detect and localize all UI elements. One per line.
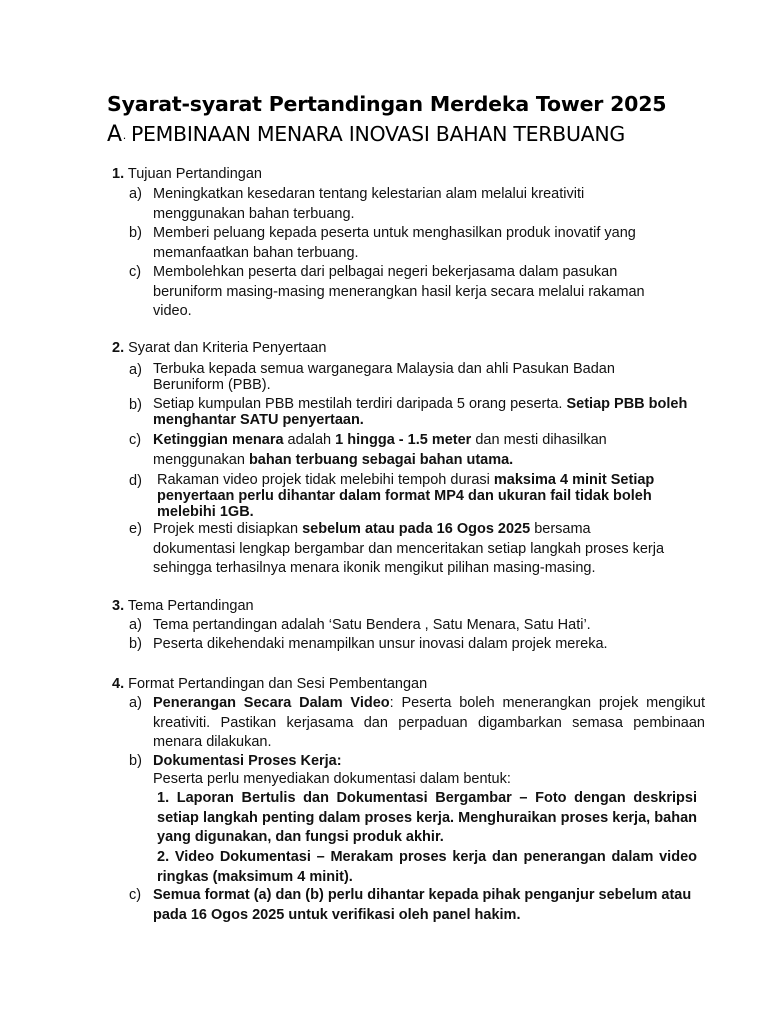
item-text: Ketinggian menara adalah 1 hingga - 1.5 meter dan mesti dihasilkan menggunakan bahan terbuang sebagai bahan utama.	[153, 432, 607, 468]
item-text: Semua format (a) dan (b) perlu dihantar kepada pihak penganjur sebelum atau pada 16 Ogos 2025 untuk verifikasi oleh panel hakim.	[153, 887, 692, 923]
section-title: Format Pertandingan dan Sesi Pembentangan	[128, 676, 428, 692]
item-text: Meningkatkan kesedaran tentang kelestarian alam melalui kreativiti menggunakan bahan terbuang.	[153, 186, 585, 222]
item-label: c)	[129, 887, 142, 903]
item-text: Projek mesti disiapkan sebelum atau pada 16 Ogos 2025 bersama dokumentasi lengkap bergambar dan menceritakan setiap langkah proses kerja sehingga terhasilnya menara ikonik mengikut pilihan masing-masing.	[153, 521, 665, 576]
item-label: a)	[129, 186, 142, 202]
item-text: Peserta dikehendaki menampilkan unsur inovasi dalam projek mereka.	[153, 636, 608, 652]
section-number: 3.	[112, 598, 125, 614]
section-title: Tema Pertandingan	[127, 598, 254, 614]
item-text: Membolehkan peserta dari pelbagai negeri bekerjasama dalam pasukan beruniform masing-masing menerangkan hasil kerja secara melalui rakaman video.	[153, 264, 645, 319]
section-title: Syarat dan Kriteria Penyertaan	[128, 340, 327, 356]
item-label: a)	[129, 362, 142, 378]
item-label: c)	[129, 432, 142, 448]
documentation-intro: Peserta perlu menyediakan dokumentasi dalam bentuk:	[153, 771, 511, 787]
heading-letter: A	[107, 122, 122, 147]
item-text: Dokumentasi Proses Kerja:	[153, 753, 342, 769]
item-label: d)	[129, 473, 142, 489]
item-text: Rakaman video projek tidak melebihi tempoh durasi maksima 4 minit Setiap penyertaan perlu dihantar dalam format MP4 dan ukuran fail tidak boleh melebihi 1GB.	[157, 472, 655, 520]
item-label: b)	[129, 397, 142, 413]
sub-item: 2. Video Dokumentasi – Merakam proses kerja dan penerangan dalam video ringkas (maksimum 4 minit).	[157, 849, 697, 885]
document-title: Syarat-syarat Pertandingan Merdeka Tower 2025	[107, 92, 667, 116]
item-label: b)	[129, 636, 142, 652]
section-heading-a	[107, 122, 625, 147]
section-number: 4.	[112, 676, 125, 692]
section-4-heading	[112, 676, 427, 692]
section-1-heading	[112, 166, 262, 182]
item-text: Terbuka kepada semua warganegara Malaysia dan ahli Pasukan Badan Beruniform (PBB).	[153, 361, 615, 393]
item-label: c)	[129, 264, 142, 280]
section-3-heading	[112, 598, 254, 614]
item-label: b)	[129, 753, 142, 769]
section-title: Tujuan Pertandingan	[127, 166, 262, 182]
item-text: Setiap kumpulan PBB mestilah terdiri daripada 5 orang peserta. Setiap PBB boleh menghantar SATU penyertaan.	[153, 396, 688, 428]
item-text: Memberi peluang kepada peserta untuk menghasilkan produk inovatif yang memanfaatkan bahan terbuang.	[153, 225, 636, 261]
section-number: 2.	[112, 340, 125, 356]
item-label: a)	[129, 617, 142, 633]
sub-item: 1. Laporan Bertulis dan Dokumentasi Bergambar – Foto dengan deskripsi setiap langkah penting dalam proses kerja. Menghuraikan proses kerja, bahan yang digunakan, dan fungsi produk akhir.	[157, 790, 697, 845]
heading-text: PEMBINAAN MENARA INOVASI BAHAN TERBUANG	[130, 122, 625, 146]
item-text: Penerangan Secara Dalam Video: Peserta boleh menerangkan projek mengikut kreativiti. Pastikan kerjasama dan perpaduan digambarkan semasa pembinaan menara dilakukan.	[153, 695, 705, 750]
item-label: a)	[129, 695, 142, 711]
section-2-heading	[112, 340, 326, 356]
item-label: e)	[129, 521, 142, 537]
item-label: b)	[129, 225, 142, 241]
item-text: Tema pertandingan adalah ‘Satu Bendera , Satu Menara, Satu Hati’.	[153, 617, 591, 633]
heading-dot: .	[122, 129, 126, 142]
section-number: 1.	[112, 166, 125, 182]
